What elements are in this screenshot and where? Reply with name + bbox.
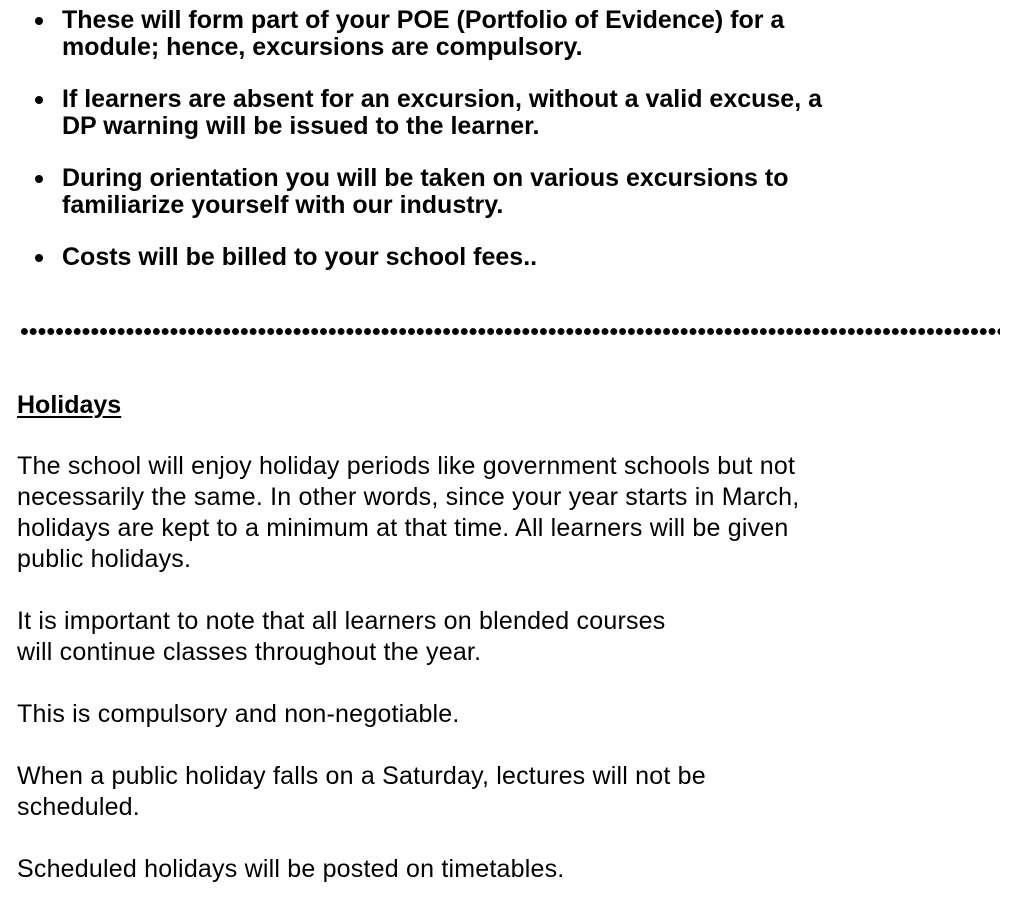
holidays-paragraph: This is compulsory and non-negotiable. [17,700,460,728]
bullet-icon [35,96,43,104]
holidays-paragraph: When a public holiday falls on a Saturday, lectures will not be scheduled. [17,762,706,821]
dotted-divider [20,327,1000,336]
bullet-text: These will form part of your POE (Portfolio of Evidence) for a module; hence, excursions are compulsory. [62,6,785,61]
holidays-body [17,451,1002,916]
bullet-text: Costs will be billed to your school fees.. [62,243,538,271]
list-item [31,165,991,219]
bullet-icon [35,17,43,25]
list-item [31,244,991,271]
holidays-paragraph: Scheduled holidays will be posted on timetables. [17,855,565,883]
holidays-heading: Holidays [17,391,122,419]
holidays-paragraph: The school will enjoy holiday periods like government schools but not necessarily the same. In other words, since your year starts in March, holidays are kept to a minimum at that time. All learners will be given public holidays. [17,452,800,573]
bullet-text: If learners are absent for an excursion, without a valid excuse, a DP warning will be issued to the learner. [62,85,822,140]
holidays-paragraph: It is important to note that all learners on blended courses will continue classes throughout the year. [17,607,666,666]
list-item [31,7,991,61]
bullet-icon [35,175,43,183]
list-item [31,86,991,140]
bullet-icon [35,254,43,262]
excursion-rules-list [31,7,991,296]
bullet-text: During orientation you will be taken on various excursions to familiarize yourself with our industry. [62,164,789,219]
